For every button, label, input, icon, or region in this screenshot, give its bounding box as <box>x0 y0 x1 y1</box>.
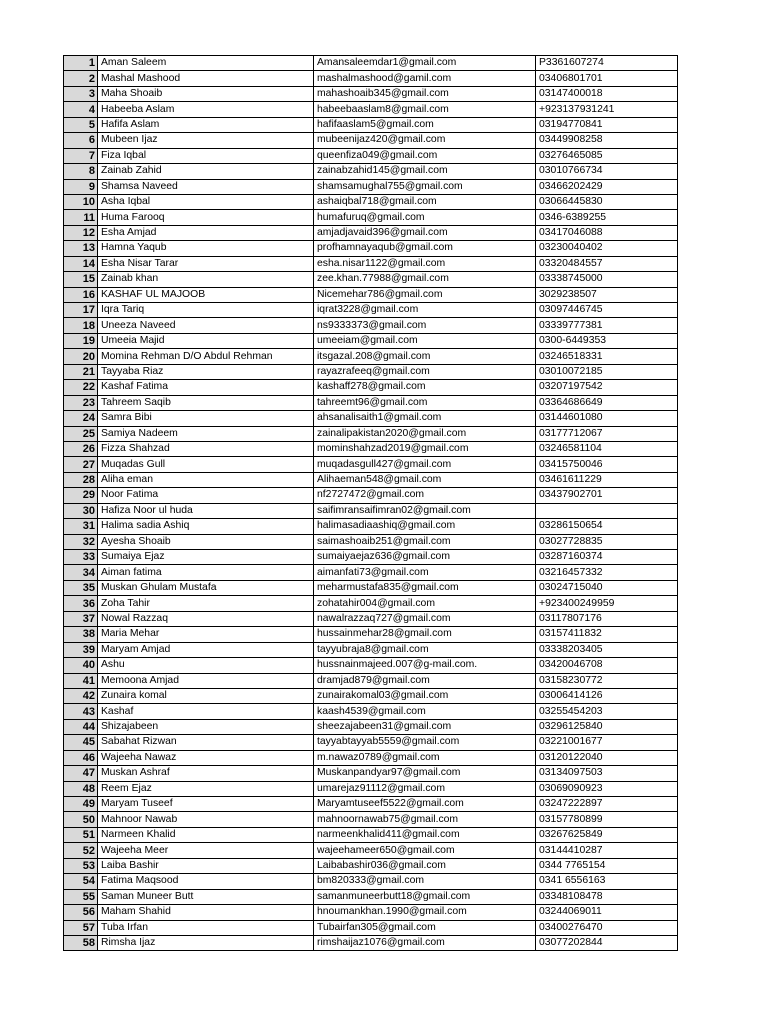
table-row <box>64 611 678 626</box>
name-cell[interactable]: Esha Amjad <box>98 225 314 240</box>
name-cell[interactable]: Fatima Maqsood <box>98 874 314 889</box>
name-cell[interactable]: Kashaf <box>98 704 314 719</box>
name-cell[interactable]: Wajeeha Meer <box>98 843 314 858</box>
phone-cell[interactable]: 03437902701 <box>536 488 678 503</box>
phone-cell[interactable]: 03010072185 <box>536 364 678 379</box>
email-cell[interactable]: Muskanpandyar97@gmail.com <box>314 766 536 781</box>
table-row <box>64 318 678 333</box>
name-cell[interactable]: Mahnoor Nawab <box>98 812 314 827</box>
email-cell[interactable]: mahnoornawab75@gmail.com <box>314 812 536 827</box>
row-number-cell[interactable]: 56 <box>64 905 98 920</box>
row-number-cell[interactable]: 42 <box>64 688 98 703</box>
email-cell[interactable]: profhamnayaqub@gmail.com <box>314 241 536 256</box>
row-number-cell[interactable]: 37 <box>64 611 98 626</box>
email-cell[interactable]: m.nawaz0789@gmail.com <box>314 750 536 765</box>
phone-cell[interactable]: 0346-6389255 <box>536 210 678 225</box>
table-row <box>64 920 678 935</box>
name-cell[interactable]: Shamsa Naveed <box>98 179 314 194</box>
email-cell[interactable]: kaash4539@gmail.com <box>314 704 536 719</box>
name-cell[interactable]: Zoha Tahir <box>98 596 314 611</box>
table-row <box>64 472 678 487</box>
phone-cell[interactable]: 03400276470 <box>536 920 678 935</box>
name-cell[interactable]: Muskan Ghulam Mustafa <box>98 580 314 595</box>
row-number-cell[interactable]: 55 <box>64 889 98 904</box>
row-number-cell[interactable]: 9 <box>64 179 98 194</box>
email-cell[interactable]: saifimransaifimran02@gmail.com <box>314 503 536 518</box>
phone-cell[interactable]: 03320484557 <box>536 256 678 271</box>
email-cell[interactable]: zainabzahid145@gmail.com <box>314 164 536 179</box>
phone-cell[interactable]: 03097446745 <box>536 303 678 318</box>
email-cell[interactable]: hafifaaslam5@gmail.com <box>314 117 536 132</box>
email-cell[interactable]: sumaiyaejaz636@gmail.com <box>314 550 536 565</box>
table-row <box>64 905 678 920</box>
table-row <box>64 179 678 194</box>
contact-sheet-body <box>64 56 678 951</box>
name-cell[interactable]: Hafifa Aslam <box>98 117 314 132</box>
phone-cell[interactable]: 03027728835 <box>536 534 678 549</box>
email-cell[interactable]: itsgazal.208@gmail.com <box>314 349 536 364</box>
table-row <box>64 550 678 565</box>
email-cell[interactable]: queenfiza049@gmail.com <box>314 148 536 163</box>
email-cell[interactable]: samanmuneerbutt18@gmail.com <box>314 889 536 904</box>
name-cell[interactable]: Ashu <box>98 658 314 673</box>
row-number-cell[interactable]: 22 <box>64 380 98 395</box>
phone-cell[interactable]: P3361607274 <box>536 56 678 71</box>
table-row <box>64 642 678 657</box>
email-cell[interactable]: mominshahzad2019@gmail.com <box>314 441 536 456</box>
name-cell[interactable]: Saman Muneer Butt <box>98 889 314 904</box>
email-cell[interactable]: rayazrafeeq@gmail.com <box>314 364 536 379</box>
name-cell[interactable]: Fizza Shahzad <box>98 441 314 456</box>
name-cell[interactable]: Zainab khan <box>98 272 314 287</box>
table-row <box>64 117 678 132</box>
row-number-cell[interactable]: 6 <box>64 133 98 148</box>
row-number-cell[interactable]: 17 <box>64 303 98 318</box>
name-cell[interactable]: Aiman fatima <box>98 565 314 580</box>
phone-cell[interactable]: 03286150654 <box>536 519 678 534</box>
name-cell[interactable]: Hafiza Noor ul huda <box>98 503 314 518</box>
row-number-cell[interactable]: 12 <box>64 225 98 240</box>
table-row <box>64 874 678 889</box>
name-cell[interactable]: Iqra Tariq <box>98 303 314 318</box>
name-cell[interactable]: Maha Shoaib <box>98 86 314 101</box>
name-cell[interactable]: Memoona Amjad <box>98 673 314 688</box>
email-cell[interactable]: mahashoaib345@gmail.com <box>314 86 536 101</box>
email-cell[interactable]: Nicemehar786@gmail.com <box>314 287 536 302</box>
phone-cell[interactable]: 03449908258 <box>536 133 678 148</box>
email-cell[interactable]: esha.nisar1122@gmail.com <box>314 256 536 271</box>
name-cell[interactable]: Halima sadia Ashiq <box>98 519 314 534</box>
phone-cell[interactable]: 03117807176 <box>536 611 678 626</box>
name-cell[interactable]: KASHAF UL MAJOOB <box>98 287 314 302</box>
email-cell[interactable]: zainalipakistan2020@gmail.com <box>314 426 536 441</box>
row-number-cell[interactable]: 49 <box>64 797 98 812</box>
row-number-cell[interactable]: 5 <box>64 117 98 132</box>
table-row <box>64 349 678 364</box>
table-row <box>64 766 678 781</box>
phone-cell[interactable]: 03177712067 <box>536 426 678 441</box>
phone-cell[interactable]: 0344 7765154 <box>536 858 678 873</box>
row-number-cell[interactable]: 8 <box>64 164 98 179</box>
phone-cell[interactable]: 03157411832 <box>536 627 678 642</box>
name-cell[interactable]: Asha Iqbal <box>98 194 314 209</box>
email-cell[interactable]: kashaff278@gmail.com <box>314 380 536 395</box>
row-number-cell[interactable]: 11 <box>64 210 98 225</box>
phone-cell[interactable] <box>536 503 678 518</box>
name-cell[interactable]: Reem Ejaz <box>98 781 314 796</box>
phone-cell[interactable]: 03420046708 <box>536 658 678 673</box>
phone-cell[interactable]: +923400249959 <box>536 596 678 611</box>
phone-cell[interactable]: 03246581104 <box>536 441 678 456</box>
contact-sheet-table <box>63 55 678 951</box>
table-row <box>64 333 678 348</box>
email-cell[interactable]: narmeenkhalid411@gmail.com <box>314 827 536 842</box>
phone-cell[interactable]: 03276465085 <box>536 148 678 163</box>
table-row <box>64 102 678 117</box>
table-row <box>64 241 678 256</box>
table-row <box>64 272 678 287</box>
table-row <box>64 411 678 426</box>
table-row <box>64 225 678 240</box>
phone-cell[interactable]: 03194770841 <box>536 117 678 132</box>
phone-cell[interactable]: 03144410287 <box>536 843 678 858</box>
email-cell[interactable]: humafuruq@gmail.com <box>314 210 536 225</box>
name-cell[interactable]: Fiza Iqbal <box>98 148 314 163</box>
phone-cell[interactable]: 03247222897 <box>536 797 678 812</box>
email-cell[interactable]: wajeehameer650@gmail.com <box>314 843 536 858</box>
name-cell[interactable]: Maryam Amjad <box>98 642 314 657</box>
row-number-cell[interactable]: 46 <box>64 750 98 765</box>
table-row <box>64 858 678 873</box>
row-number-cell[interactable]: 51 <box>64 827 98 842</box>
row-number-cell[interactable]: 26 <box>64 441 98 456</box>
table-row <box>64 133 678 148</box>
table-row <box>64 426 678 441</box>
email-cell[interactable]: bm820333@gmail.com <box>314 874 536 889</box>
table-row <box>64 719 678 734</box>
table-row <box>64 380 678 395</box>
email-cell[interactable]: tahreemt96@gmail.com <box>314 395 536 410</box>
phone-cell[interactable]: 03406801701 <box>536 71 678 86</box>
row-number-cell[interactable]: 25 <box>64 426 98 441</box>
phone-cell[interactable]: 03461611229 <box>536 472 678 487</box>
name-cell[interactable]: Umeeia Majid <box>98 333 314 348</box>
row-number-cell[interactable]: 19 <box>64 333 98 348</box>
phone-cell[interactable]: 03157780899 <box>536 812 678 827</box>
table-row <box>64 750 678 765</box>
phone-cell[interactable]: 03466202429 <box>536 179 678 194</box>
phone-cell[interactable]: 03244069011 <box>536 905 678 920</box>
row-number-cell[interactable]: 30 <box>64 503 98 518</box>
row-number-cell[interactable]: 16 <box>64 287 98 302</box>
row-number-cell[interactable]: 36 <box>64 596 98 611</box>
table-row <box>64 210 678 225</box>
name-cell[interactable]: Muqadas Gull <box>98 457 314 472</box>
phone-cell[interactable]: 03230040402 <box>536 241 678 256</box>
name-cell[interactable]: Sumaiya Ejaz <box>98 550 314 565</box>
table-row <box>64 395 678 410</box>
table-row <box>64 673 678 688</box>
row-number-cell[interactable]: 15 <box>64 272 98 287</box>
email-cell[interactable]: hussnainmajeed.007@g-mail.com. <box>314 658 536 673</box>
name-cell[interactable]: Momina Rehman D/O Abdul Rehman <box>98 349 314 364</box>
phone-cell[interactable]: 03338745000 <box>536 272 678 287</box>
row-number-cell[interactable]: 44 <box>64 719 98 734</box>
table-row <box>64 148 678 163</box>
email-cell[interactable]: zunairakomal03@gmail.com <box>314 688 536 703</box>
phone-cell[interactable]: 03147400018 <box>536 86 678 101</box>
email-cell[interactable]: saimashoaib251@gmail.com <box>314 534 536 549</box>
table-row <box>64 164 678 179</box>
table-row <box>64 658 678 673</box>
row-number-cell[interactable]: 33 <box>64 550 98 565</box>
table-row <box>64 364 678 379</box>
phone-cell[interactable]: 03287160374 <box>536 550 678 565</box>
name-cell[interactable]: Aliha eman <box>98 472 314 487</box>
phone-cell[interactable]: 03158230772 <box>536 673 678 688</box>
phone-cell[interactable]: 03348108478 <box>536 889 678 904</box>
name-cell[interactable]: Maria Mehar <box>98 627 314 642</box>
email-cell[interactable]: umarejaz91112@gmail.com <box>314 781 536 796</box>
table-row <box>64 843 678 858</box>
name-cell[interactable]: Kashaf Fatima <box>98 380 314 395</box>
row-number-cell[interactable]: 28 <box>64 472 98 487</box>
table-row <box>64 303 678 318</box>
name-cell[interactable]: Esha Nisar Tarar <box>98 256 314 271</box>
phone-cell[interactable]: 03338203405 <box>536 642 678 657</box>
table-row <box>64 627 678 642</box>
row-number-cell[interactable]: 54 <box>64 874 98 889</box>
email-cell[interactable]: Laibabashir036@gmail.com <box>314 858 536 873</box>
row-number-cell[interactable]: 39 <box>64 642 98 657</box>
row-number-cell[interactable]: 47 <box>64 766 98 781</box>
email-cell[interactable]: Maryamtuseef5522@gmail.com <box>314 797 536 812</box>
name-cell[interactable]: Samra Bibi <box>98 411 314 426</box>
email-cell[interactable]: amjadjavaid396@gmail.com <box>314 225 536 240</box>
row-number-cell[interactable]: 14 <box>64 256 98 271</box>
phone-cell[interactable]: 03364686649 <box>536 395 678 410</box>
phone-cell[interactable]: 03120122040 <box>536 750 678 765</box>
phone-cell[interactable]: 03417046088 <box>536 225 678 240</box>
phone-cell[interactable]: 03069090923 <box>536 781 678 796</box>
phone-cell[interactable]: 03216457332 <box>536 565 678 580</box>
row-number-cell[interactable]: 24 <box>64 411 98 426</box>
name-cell[interactable]: Zainab Zahid <box>98 164 314 179</box>
email-cell[interactable]: Tubairfan305@gmail.com <box>314 920 536 935</box>
row-number-cell[interactable]: 4 <box>64 102 98 117</box>
email-cell[interactable]: Alihaeman548@gmail.com <box>314 472 536 487</box>
phone-cell[interactable]: 03339777381 <box>536 318 678 333</box>
table-row <box>64 889 678 904</box>
name-cell[interactable]: Tayyaba Riaz <box>98 364 314 379</box>
row-number-cell[interactable]: 48 <box>64 781 98 796</box>
phone-cell[interactable]: 03077202844 <box>536 935 678 950</box>
phone-cell[interactable]: 0341 6556163 <box>536 874 678 889</box>
row-number-cell[interactable]: 34 <box>64 565 98 580</box>
name-cell[interactable]: Nowal Razzaq <box>98 611 314 626</box>
email-cell[interactable]: tayyabtayyab5559@gmail.com <box>314 735 536 750</box>
table-row <box>64 935 678 950</box>
row-number-cell[interactable]: 45 <box>64 735 98 750</box>
name-cell[interactable]: Samiya Nadeem <box>98 426 314 441</box>
table-row <box>64 287 678 302</box>
table-row <box>64 56 678 71</box>
table-row <box>64 812 678 827</box>
email-cell[interactable]: umeeiam@gmail.com <box>314 333 536 348</box>
email-cell[interactable]: meharmustafa835@gmail.com <box>314 580 536 595</box>
row-number-cell[interactable]: 35 <box>64 580 98 595</box>
table-row <box>64 488 678 503</box>
phone-cell[interactable]: 3029238507 <box>536 287 678 302</box>
phone-cell[interactable]: +923137931241 <box>536 102 678 117</box>
table-row <box>64 688 678 703</box>
table-row <box>64 534 678 549</box>
name-cell[interactable]: Mashal Mashood <box>98 71 314 86</box>
name-cell[interactable]: Muskan Ashraf <box>98 766 314 781</box>
row-number-cell[interactable]: 41 <box>64 673 98 688</box>
table-row <box>64 256 678 271</box>
name-cell[interactable]: Uneeza Naveed <box>98 318 314 333</box>
name-cell[interactable]: Aman Saleem <box>98 56 314 71</box>
row-number-cell[interactable]: 32 <box>64 534 98 549</box>
email-cell[interactable]: zohatahir004@gmail.com <box>314 596 536 611</box>
phone-cell[interactable]: 03296125840 <box>536 719 678 734</box>
row-number-cell[interactable]: 7 <box>64 148 98 163</box>
table-row <box>64 441 678 456</box>
row-number-cell[interactable]: 10 <box>64 194 98 209</box>
phone-cell[interactable]: 0300-6449353 <box>536 333 678 348</box>
phone-cell[interactable]: 03221001677 <box>536 735 678 750</box>
row-number-cell[interactable]: 1 <box>64 56 98 71</box>
table-row <box>64 704 678 719</box>
phone-cell[interactable]: 03134097503 <box>536 766 678 781</box>
row-number-cell[interactable]: 53 <box>64 858 98 873</box>
row-number-cell[interactable]: 21 <box>64 364 98 379</box>
row-number-cell[interactable]: 27 <box>64 457 98 472</box>
row-number-cell[interactable]: 23 <box>64 395 98 410</box>
phone-cell[interactable]: 03066445830 <box>536 194 678 209</box>
name-cell[interactable]: Noor Fatima <box>98 488 314 503</box>
name-cell[interactable]: Tuba Irfan <box>98 920 314 935</box>
table-row <box>64 565 678 580</box>
email-cell[interactable]: zee.khan.77988@gmail.com <box>314 272 536 287</box>
phone-cell[interactable]: 03207197542 <box>536 380 678 395</box>
name-cell[interactable]: Rimsha Ijaz <box>98 935 314 950</box>
email-cell[interactable]: ashaiqbal718@gmail.com <box>314 194 536 209</box>
name-cell[interactable]: Zunaira komal <box>98 688 314 703</box>
row-number-cell[interactable]: 13 <box>64 241 98 256</box>
row-number-cell[interactable]: 50 <box>64 812 98 827</box>
table-row <box>64 735 678 750</box>
row-number-cell[interactable]: 52 <box>64 843 98 858</box>
name-cell[interactable]: Tahreem Saqib <box>98 395 314 410</box>
email-cell[interactable]: dramjad879@gmail.com <box>314 673 536 688</box>
name-cell[interactable]: Huma Farooq <box>98 210 314 225</box>
email-cell[interactable]: hnoumankhan.1990@gmail.com <box>314 905 536 920</box>
table-row <box>64 797 678 812</box>
email-cell[interactable]: tayyubraja8@gmail.com <box>314 642 536 657</box>
table-row <box>64 827 678 842</box>
phone-cell[interactable]: 03024715040 <box>536 580 678 595</box>
table-row <box>64 71 678 86</box>
phone-cell[interactable]: 03010766734 <box>536 164 678 179</box>
email-cell[interactable]: Amansaleemdar1@gmail.com <box>314 56 536 71</box>
phone-cell[interactable]: 03246518331 <box>536 349 678 364</box>
name-cell[interactable]: Laiba Bashir <box>98 858 314 873</box>
row-number-cell[interactable]: 40 <box>64 658 98 673</box>
phone-cell[interactable]: 03006414126 <box>536 688 678 703</box>
email-cell[interactable]: habeebaaslam8@gmail.com <box>314 102 536 117</box>
email-cell[interactable]: hussainmehar28@gmail.com <box>314 627 536 642</box>
name-cell[interactable]: Wajeeha Nawaz <box>98 750 314 765</box>
table-row <box>64 503 678 518</box>
name-cell[interactable]: Mubeen Ijaz <box>98 133 314 148</box>
table-row <box>64 86 678 101</box>
phone-cell[interactable]: 03255454203 <box>536 704 678 719</box>
row-number-cell[interactable]: 20 <box>64 349 98 364</box>
name-cell[interactable]: Shizajabeen <box>98 719 314 734</box>
name-cell[interactable]: Ayesha Shoaib <box>98 534 314 549</box>
table-row <box>64 519 678 534</box>
email-cell[interactable]: shamsamughal755@gmail.com <box>314 179 536 194</box>
email-cell[interactable]: ahsanalisaith1@gmail.com <box>314 411 536 426</box>
email-cell[interactable]: nf2727472@gmail.com <box>314 488 536 503</box>
row-number-cell[interactable]: 58 <box>64 935 98 950</box>
email-cell[interactable]: aimanfati73@gmail.com <box>314 565 536 580</box>
table-row <box>64 781 678 796</box>
row-number-cell[interactable]: 2 <box>64 71 98 86</box>
table-row <box>64 457 678 472</box>
table-row <box>64 580 678 595</box>
name-cell[interactable]: Maham Shahid <box>98 905 314 920</box>
phone-cell[interactable]: 03267625849 <box>536 827 678 842</box>
email-cell[interactable]: muqadasgull427@gmail.com <box>314 457 536 472</box>
table-row <box>64 194 678 209</box>
email-cell[interactable]: halimasadiaashiq@gmail.com <box>314 519 536 534</box>
row-number-cell[interactable]: 43 <box>64 704 98 719</box>
row-number-cell[interactable]: 38 <box>64 627 98 642</box>
row-number-cell[interactable]: 29 <box>64 488 98 503</box>
row-number-cell[interactable]: 31 <box>64 519 98 534</box>
name-cell[interactable]: Sabahat Rizwan <box>98 735 314 750</box>
row-number-cell[interactable]: 18 <box>64 318 98 333</box>
email-cell[interactable]: mubeenijaz420@gmail.com <box>314 133 536 148</box>
name-cell[interactable]: Narmeen Khalid <box>98 827 314 842</box>
email-cell[interactable]: rimshaijaz1076@gmail.com <box>314 935 536 950</box>
name-cell[interactable]: Hamna Yaqub <box>98 241 314 256</box>
email-cell[interactable]: mashalmashood@gamil.com <box>314 71 536 86</box>
row-number-cell[interactable]: 57 <box>64 920 98 935</box>
phone-cell[interactable]: 03415750046 <box>536 457 678 472</box>
row-number-cell[interactable]: 3 <box>64 86 98 101</box>
email-cell[interactable]: iqrat3228@gmail.com <box>314 303 536 318</box>
email-cell[interactable]: ns9333373@gmail.com <box>314 318 536 333</box>
table-row <box>64 596 678 611</box>
email-cell[interactable]: nawalrazzaq727@gmail.com <box>314 611 536 626</box>
phone-cell[interactable]: 03144601080 <box>536 411 678 426</box>
email-cell[interactable]: sheezajabeen31@gmail.com <box>314 719 536 734</box>
name-cell[interactable]: Maryam Tuseef <box>98 797 314 812</box>
name-cell[interactable]: Habeeba Aslam <box>98 102 314 117</box>
